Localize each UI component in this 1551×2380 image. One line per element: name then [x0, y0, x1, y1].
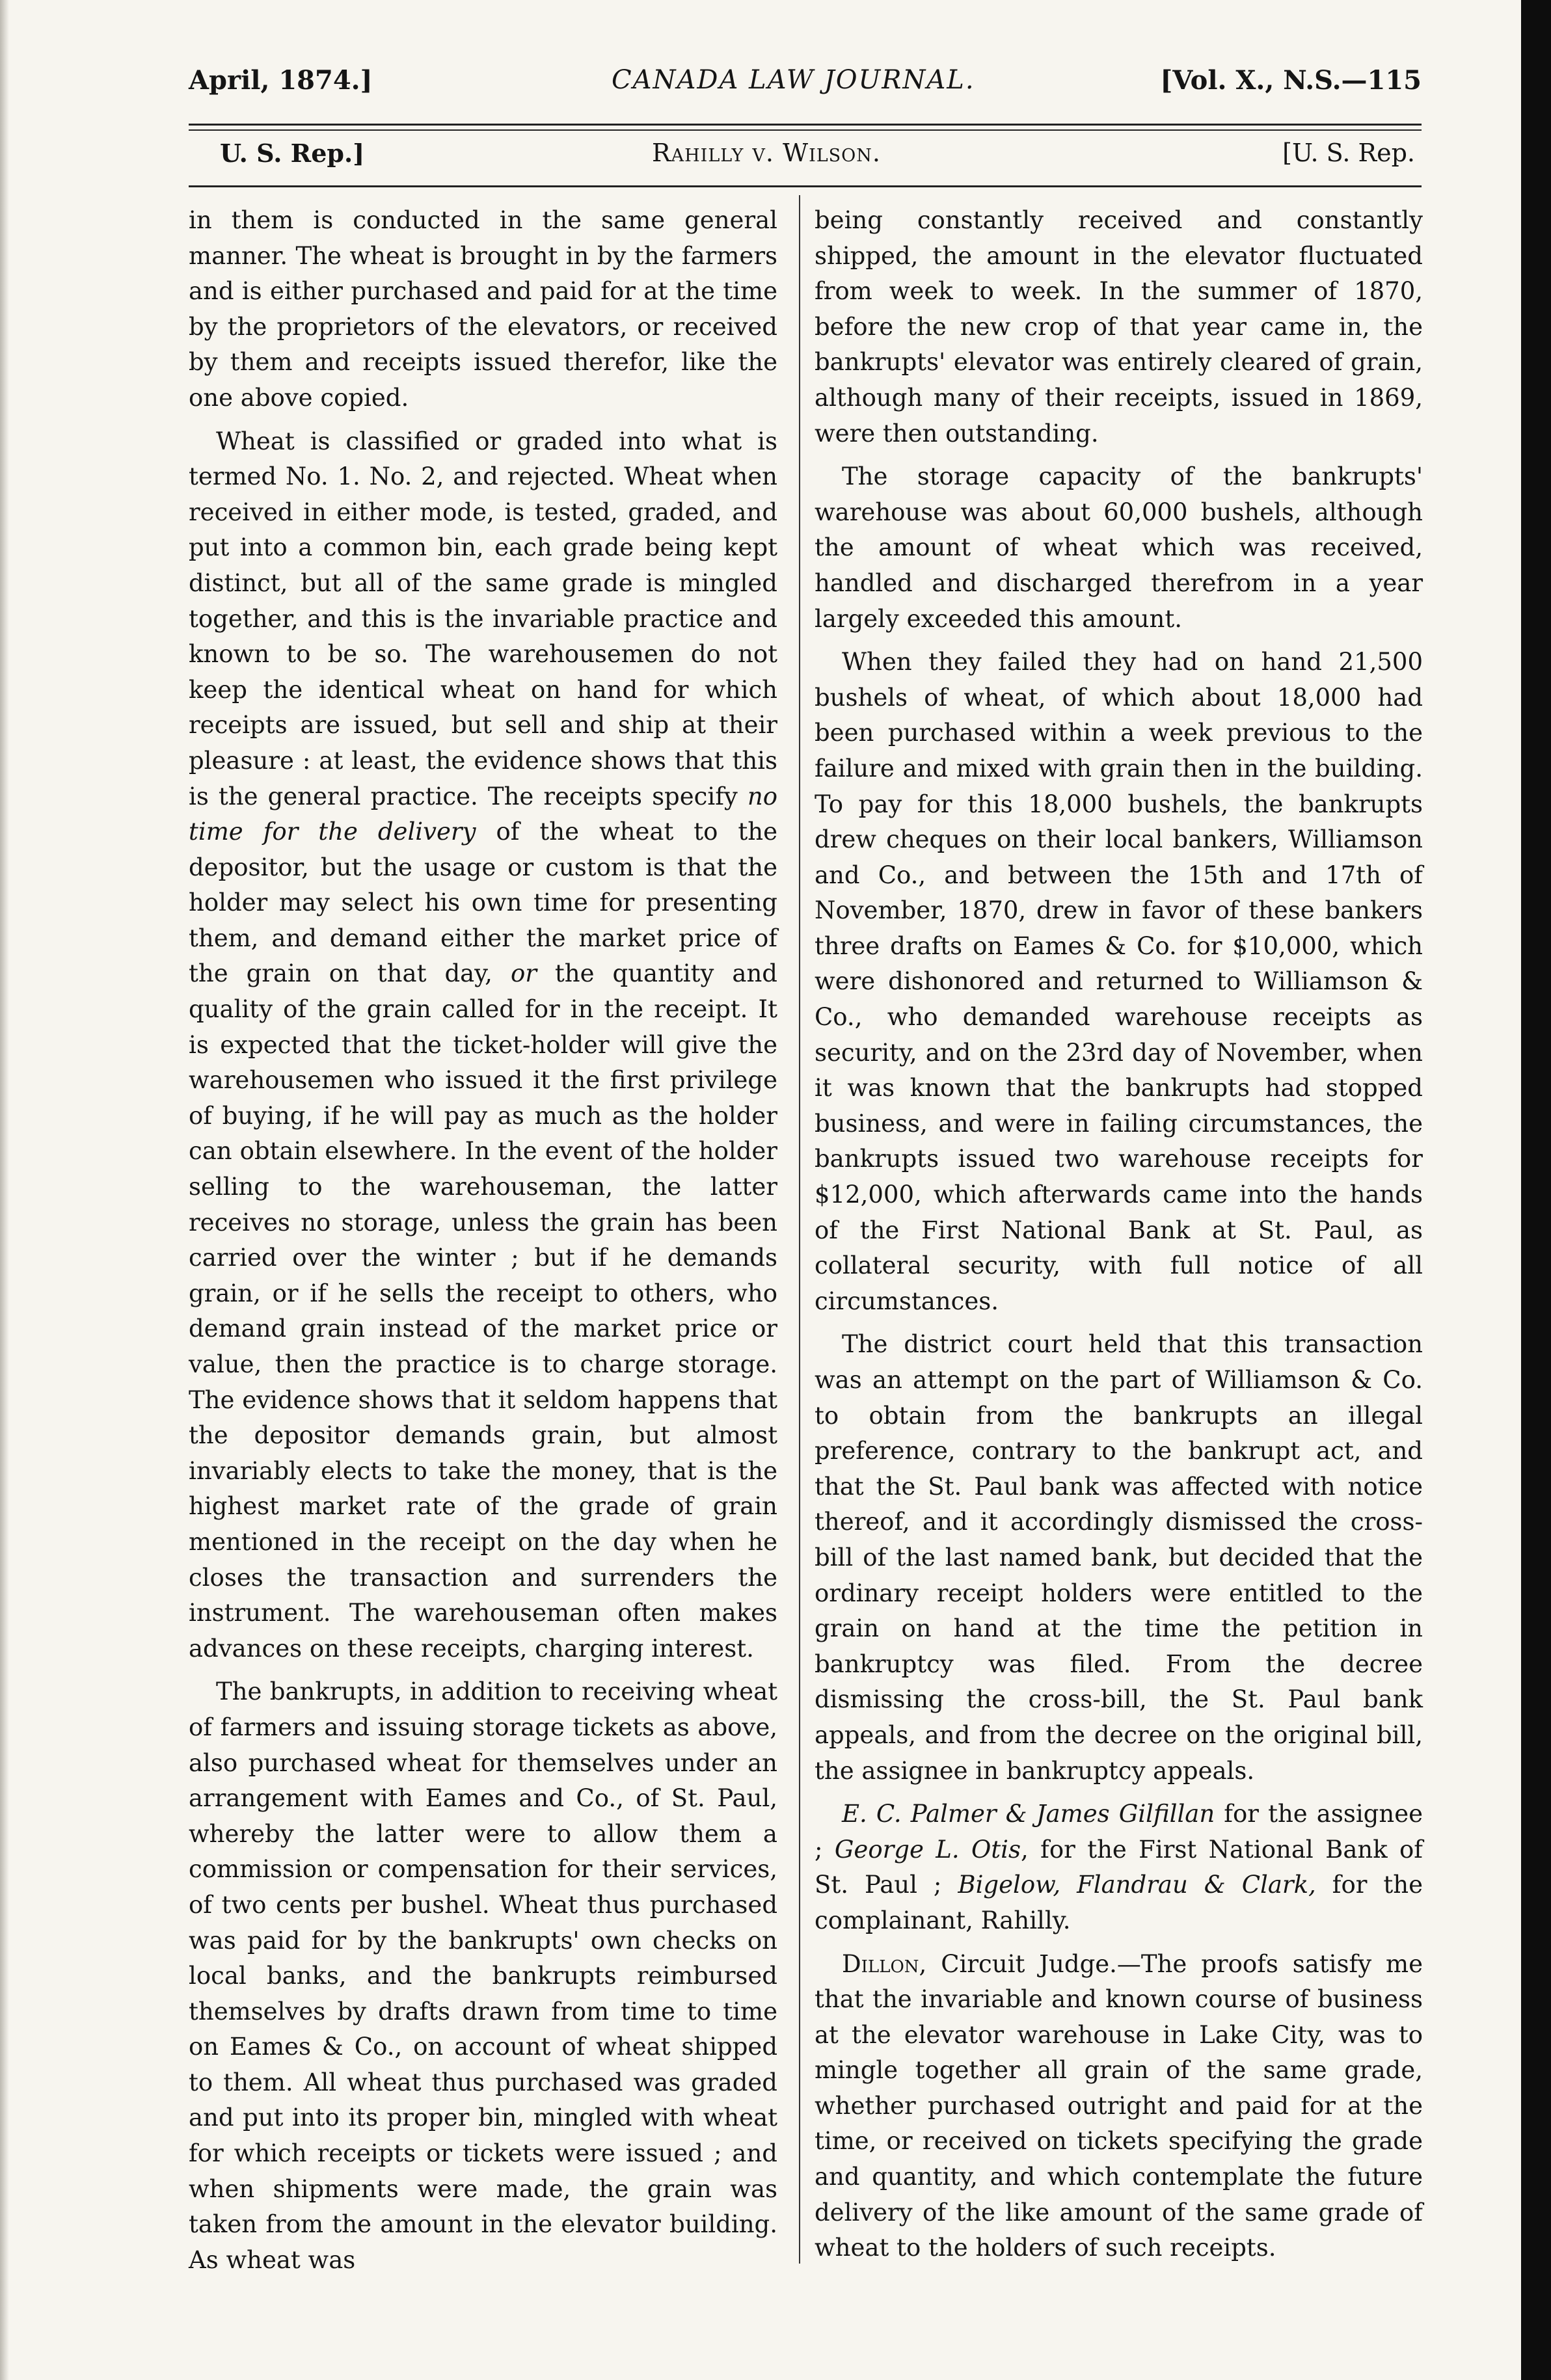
counsel-name-1: E. C. Palmer & James Gilfillan — [842, 1800, 1215, 1828]
subheader-report-left: U. S. Rep.] — [220, 139, 365, 168]
subheader-case-name: Rahilly v. Wilson. — [652, 139, 882, 167]
counsel-text-a: for the assignee ; — [815, 1800, 1423, 1864]
counsel-name-3: Bigelow, Flandrau & Clark, — [958, 1871, 1316, 1899]
counsel-paragraph — [815, 1797, 1423, 1938]
header-journal-title: CANADA LAW JOURNAL. — [612, 65, 975, 95]
left-paragraph-2 — [189, 424, 777, 1667]
left-column — [189, 203, 777, 2278]
left-paragraph-3: The bankrupts, in addition to receiving wheat of farmers and issuing storage tickets as above, also purchased wheat for themselves under an arrangement with Eames and Co., of St. Paul, whereby the latter were to allow them a commission or compensation for their services, of two cents per bushel. Wheat thus purchased was paid for by the bankrupts' own checks on local banks, and the bankrupts reimbursed themselves by drafts drawn from time to time on Eames & Co., on account of wheat shipped to them. All wheat thus purchased was graded and put into its proper bin, mingled with wheat for which receipts or tickets were issued ; and when shipments were made, the grain was taken from the amount in the elevator building. As wheat was — [189, 1678, 777, 2274]
subheader-rule — [189, 185, 1422, 187]
header-volume-page: [Vol. X., N.S.—115 — [1160, 65, 1422, 96]
left-p2-text-c: the quantity and quality of the grain called for in the receipt. It is expected that the ticket-holder will give the warehousemen who issued it the first privilege of buying, if he will pay as much as the holder can obtain elsewhere. In the event of the holder selling to the warehouseman, the latter receives no storage, unless the grain has been carried over the winter ; but if he demands grain, or if he sells the receipt to others, who demand grain instead of the market price or value, then the practice is to charge storage. The evidence shows that it seldom happens that the depositor demands grain, but almost invariably elects to take the money, that is the highest market rate of the grade of grain mentioned in the receipt on the day when he closes the transaction and surrenders the instrument. The warehouseman often makes advances on these receipts, charging interest. — [189, 959, 777, 1663]
right-paragraph-4: The district court held that this transaction was an attempt on the part of Williamson & Co. to obtain from the bankrupts an illegal preference, contrary to the bankrupt act, and that the St. Paul bank was affected with notice thereof, and it accordingly dismissed the cross-bill of the last named bank, but decided that the ordinary receipt holders were entitled to the grain on hand at the time the petition in bankruptcy was filed. From the decree dismissing the cross-bill, the St. Paul bank appeals, and from the decree on the original bill, the assignee in bankruptcy appeals. — [815, 1330, 1423, 1785]
subheader-report-right: [U. S. Rep. — [1282, 139, 1415, 167]
left-p2-italic-2: or — [510, 959, 537, 988]
counsel-text-c: for the complainant, Rahilly. — [815, 1871, 1423, 1934]
opinion-text: , Circuit Judge.—The proofs satisfy me that the invariable and known course of business at the elevator warehouse in Lake City, was to mingle together all grain of the same grade, whether purchased outright and paid for at the time, or received on tickets specifying the grade and quantity, and which contemplate the future delivery of the like amount of the same grade of wheat to the holders of such receipts. — [815, 1949, 1423, 2262]
judge-name: Dillon — [842, 1949, 919, 1978]
right-paragraph-1: being constantly received and constantly shipped, the amount in the elevator fluctuated from week to week. In the summer of 1870, before the new crop of that year came in, the bankrupts' elevator was entirely cleared of grain, although many of their receipts, issued in 1869, were then outstanding. — [815, 206, 1423, 448]
right-paragraph-2: The storage capacity of the bankrupts' warehouse was about 60,000 bushels, although the amount of wheat which was received, handled and discharged therefrom in a year largely exceeded this amount. — [815, 462, 1423, 633]
right-column — [815, 203, 1423, 2266]
left-p2-italic-1: no time for the delivery — [189, 782, 777, 846]
header-date: April, 1874.] — [189, 65, 373, 96]
counsel-name-2: George L. Otis — [834, 1835, 1021, 1864]
page-right-edge-border — [1521, 0, 1551, 2380]
header-double-rule — [189, 124, 1422, 131]
left-paragraph-1: in them is conducted in the same general manner. The wheat is brought in by the farmers and is either purchased and paid for at the time by the proprietors of the elevators, or received by them and receipts issued therefor, like the one above copied. — [189, 206, 777, 412]
running-header — [189, 60, 1422, 105]
right-paragraph-3: When they failed they had on hand 21,500 bushels of wheat, of which about 18,000 had been purchased within a week previous to the failure and mixed with grain then in the building. To pay for this 18,000 bushels, the bankrupts drew cheques on their local bankers, Williamson and Co., and between the 15th and 17th of November, 1870, drew in favor of these bankers three drafts on Eames & Co. for $10,000, which were dishonored and returned to Williamson & Co., who demanded warehouse receipts as security, and on the 23rd day of November, when it was known that the bankrupts had stopped business, and were in failing circumstances, the bankrupts issued two warehouse receipts for $12,000, which afterwards came into the hands of the First National Bank at St. Paul, as collateral security, with full notice of all circumstances. — [815, 648, 1423, 1315]
opinion-paragraph — [815, 1947, 1423, 2266]
counsel-text-b: , for the First National Bank of St. Paul ; — [815, 1835, 1423, 1899]
column-divider — [799, 195, 800, 2264]
case-subheader — [189, 133, 1422, 172]
left-p2-text-a: Wheat is classified or graded into what is termed No. 1. No. 2, and rejected. Wheat when received in either mode, is tested, graded, and put into a common bin, each grade being kept distinct, but all of the same grade is mingled together, and this is the invariable practice and known to be so. The warehousemen do not keep the identical wheat on hand for which receipts are issued, but sell and ship at their pleasure : at least, the evidence shows that this is the general practice. The receipts specify — [189, 427, 777, 810]
left-p2-text-b: of the wheat to the depositor, but the usage or custom is that the holder may select his own time for presenting them, and demand either the market price of the grain on that day, — [189, 818, 777, 988]
page-left-edge-shadow — [0, 0, 9, 2380]
